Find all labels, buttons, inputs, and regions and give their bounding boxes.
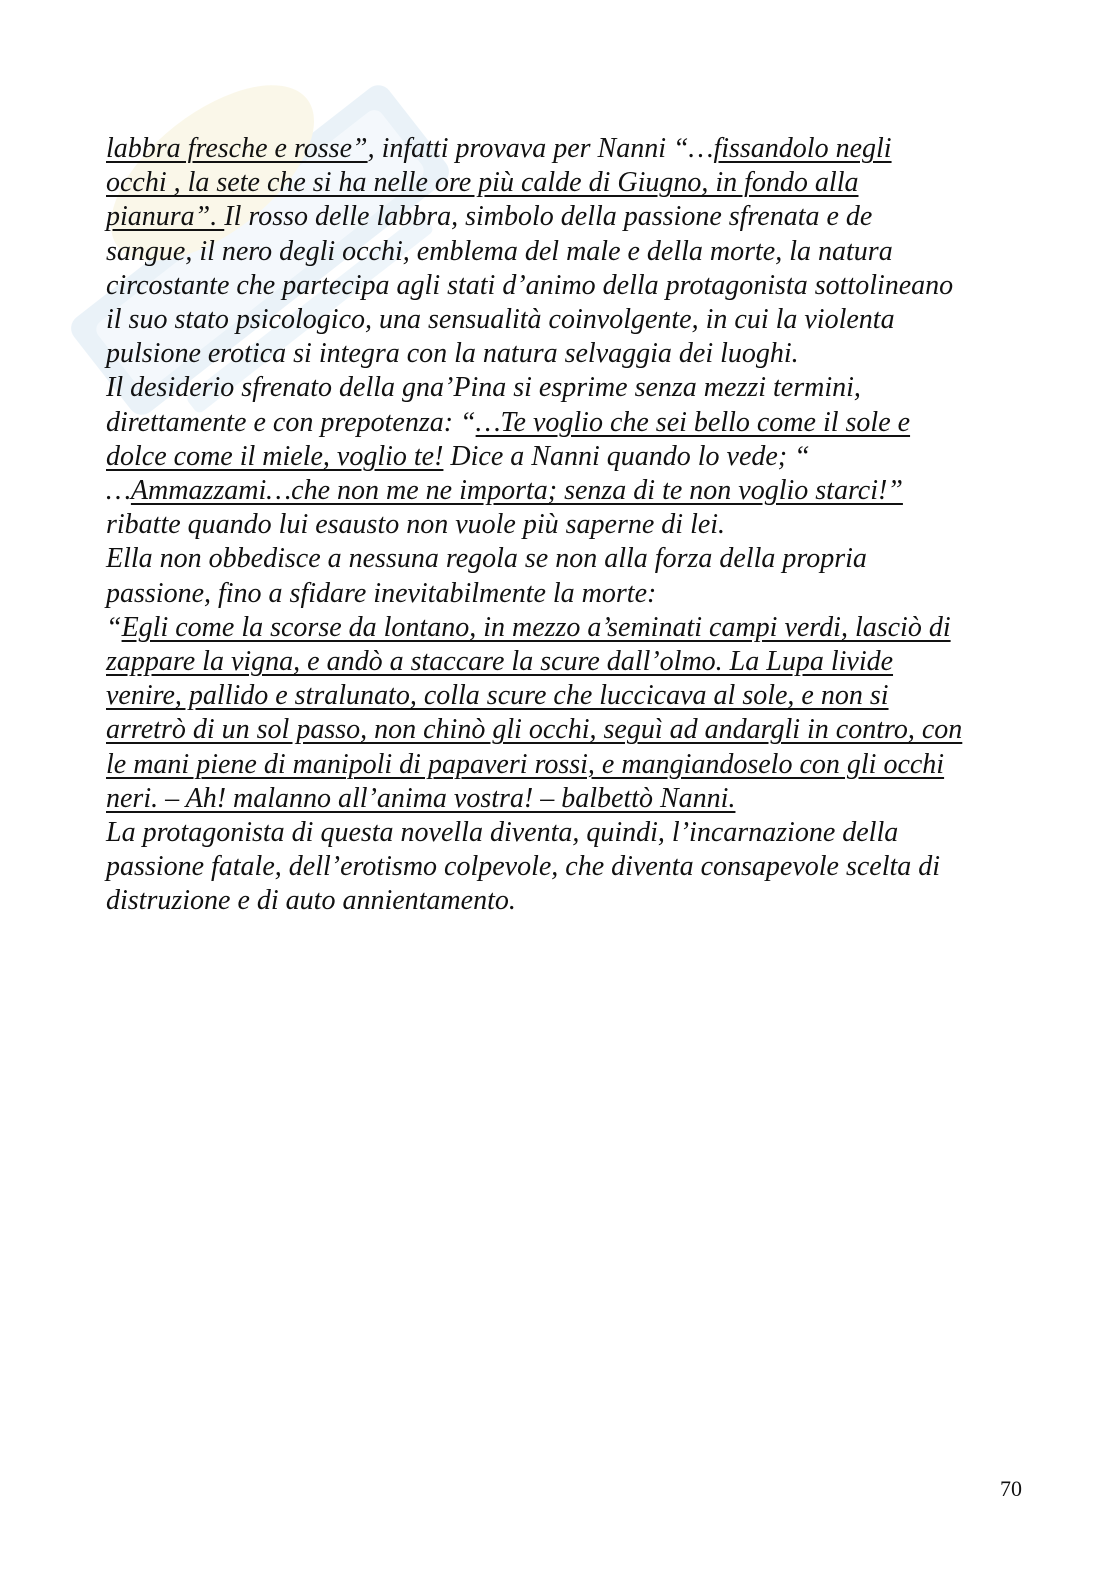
- text-segment: La protagonista di questa novella diventa, quindi, l’incarnazione della: [106, 817, 899, 849]
- text-line: [106, 371, 1036, 405]
- text-line: [106, 337, 1036, 371]
- text-line: [106, 850, 1036, 884]
- text-segment: sangue, il nero degli occhi, emblema del male e della morte, la natura: [106, 235, 893, 267]
- text-segment: …: [106, 475, 131, 507]
- text-line: [106, 166, 1036, 200]
- text-segment: il suo stato psicologico, una sensualità coinvolgente, in cui la violenta: [106, 304, 895, 336]
- underlined-quote-segment: fissandolo negli: [713, 133, 892, 164]
- text-line: [106, 303, 1036, 337]
- underlined-quote-segment: zappare la vigna, e andò a staccare la scure dall’olmo. La Lupa livide: [106, 646, 894, 678]
- underlined-quote-segment: venire, pallido e stralunato, colla scure che luccicava al sole, e non si: [106, 680, 889, 712]
- text-line: [106, 748, 1036, 782]
- text-line: [106, 508, 1036, 542]
- text-segment: Dice a Nanni quando lo vede; “: [443, 440, 810, 472]
- text-line: [106, 713, 1036, 747]
- text-line: [106, 269, 1036, 303]
- text-line: [106, 645, 1036, 679]
- text-segment: passione, fino a sfidare inevitabilmente la morte:: [106, 577, 657, 609]
- text-line: [106, 440, 1036, 474]
- text-segment: ribatte quando lui esausto non vuole più saperne di lei.: [106, 509, 726, 541]
- text-line: [106, 235, 1036, 269]
- underlined-quote-segment: arretrò di un sol passo, non chinò gli occhi, seguì ad andargli in contro, con: [106, 714, 963, 746]
- text-segment: Ella non obbedisce a nessuna regola se non alla forza della propria: [106, 543, 867, 575]
- text-line: [106, 542, 1036, 576]
- text-line: [106, 884, 1036, 918]
- underlined-quote-segment: labbra fresche e rosse”: [106, 133, 368, 164]
- underlined-quote-segment: Egli come la scorse da lontano, in mezzo a’seminati campi verdi, lasciò di: [121, 611, 951, 643]
- underlined-quote-segment: le mani piene di manipoli di papaveri rossi, e mangiandoselo con gli occhi: [106, 748, 945, 780]
- text-segment: passione fatale, dell’erotismo colpevole, che diventa consapevole scelta di: [106, 851, 941, 883]
- text-line: [106, 782, 1036, 816]
- underlined-quote-segment: occhi , la sete che si ha nelle ore più calde di Giugno, in fondo alla: [106, 167, 859, 199]
- text-line: [106, 200, 1036, 234]
- text-segment: distruzione e di auto annientamento.: [106, 885, 516, 917]
- text-line: [106, 679, 1036, 713]
- underlined-quote-segment: Ammazzami…che non me ne importa; senza di te non voglio starci!”: [130, 475, 903, 507]
- text-segment: direttamente e con prepotenza: “: [106, 406, 476, 438]
- text-segment: circostante che partecipa agli stati d’animo della protagonista sottolineano: [106, 269, 954, 301]
- text-line: [106, 611, 1036, 645]
- text-line: [106, 577, 1036, 611]
- underlined-quote-segment: …Te voglio che sei bello come il sole e: [475, 406, 911, 438]
- text-segment: pulsione erotica si integra con la natura selvaggia dei luoghi.: [106, 338, 799, 370]
- underlined-quote-segment: dolce come il miele, voglio te!: [106, 440, 444, 472]
- text-segment: Il rosso delle labbra, simbolo della passione sfrenata e de: [224, 201, 873, 233]
- text-segment: “: [106, 611, 122, 643]
- underlined-quote-segment: neri. – Ah! malanno all’anima vostra! – balbettò Nanni.: [106, 782, 736, 814]
- text-segment: Il desiderio sfrenato della gna’Pina si esprime senza mezzi termini,: [106, 372, 861, 404]
- text-segment: , infatti provava per Nanni “…: [367, 133, 714, 164]
- text-line: [106, 474, 1036, 508]
- underlined-quote-segment: pianura”.: [106, 201, 225, 233]
- text-line: [106, 132, 1036, 166]
- text-line: [106, 406, 1036, 440]
- text-line: [106, 816, 1036, 850]
- page-number: 70: [1000, 1476, 1022, 1501]
- body-text: [106, 132, 1036, 919]
